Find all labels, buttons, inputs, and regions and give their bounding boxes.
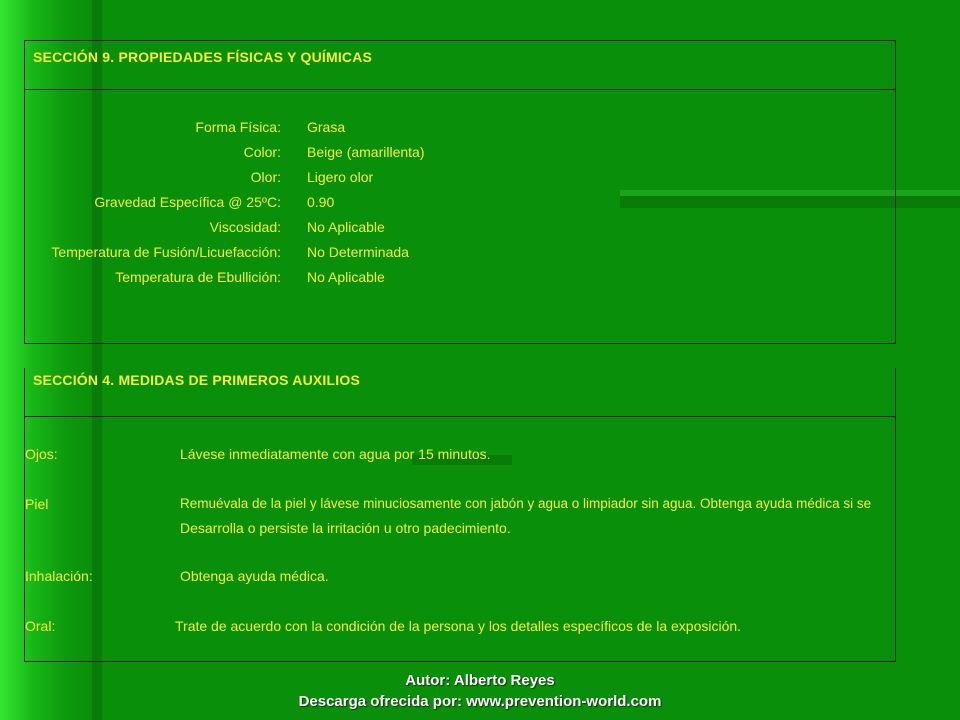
section-4-panel: [24, 368, 896, 662]
property-label: Viscosidad:: [209, 219, 281, 235]
property-value: 0.90: [307, 194, 335, 210]
property-value: Ligero olor: [307, 169, 374, 185]
property-row: [25, 194, 895, 218]
property-value: No Aplicable: [307, 219, 385, 235]
section-9-title: SECCIÓN 9. PROPIEDADES FÍSICAS Y QUÍMICAS: [33, 49, 373, 65]
property-value: Grasa: [307, 119, 346, 135]
property-row: [25, 244, 895, 268]
first-aid-label: Ojos:: [25, 446, 58, 462]
property-label: Forma Física:: [195, 119, 281, 135]
property-label: Gravedad Específica @ 25ºC:: [94, 194, 281, 210]
property-value: No Determinada: [307, 244, 409, 260]
property-value: Beige (amarillenta): [307, 144, 425, 160]
property-label: Temperatura de Fusión/Licuefacción:: [51, 244, 281, 260]
property-label: Olor:: [250, 169, 281, 185]
first-aid-label: Inhalación:: [25, 568, 93, 584]
property-row: [25, 269, 895, 293]
footer-author: Autor: Alberto Reyes: [405, 672, 555, 689]
property-row: [25, 144, 895, 168]
property-row: [25, 219, 895, 243]
property-row: [25, 169, 895, 193]
footer-download-credit: Descarga ofrecida por: www.prevention-world.com: [298, 693, 662, 710]
property-label: Temperatura de Ebullición:: [115, 269, 281, 285]
section-4-title: SECCIÓN 4. MEDIDAS DE PRIMEROS AUXILIOS: [33, 372, 360, 388]
first-aid-instruction: Trate de acuerdo con la condición de la persona y los detalles específicos de la exposición.: [175, 618, 742, 634]
property-label: Color:: [243, 144, 281, 160]
first-aid-instruction: Desarrolla o persiste la irritación u otro padecimiento.: [180, 520, 511, 536]
first-aid-label: Piel: [25, 496, 49, 512]
first-aid-label: Oral:: [25, 618, 56, 634]
section-divider: [25, 89, 895, 90]
property-row: [25, 119, 895, 143]
section-9-panel: [24, 40, 896, 344]
first-aid-instruction: Lávese inmediatamente con agua por 15 minutos.: [180, 446, 491, 462]
first-aid-instruction: Obtenga ayuda médica.: [180, 568, 329, 584]
first-aid-instruction: Remuévala de la piel y lávese minuciosamente con jabón y agua o limpiador sin agua. Obtenga ayuda médica si se: [180, 496, 872, 511]
section-divider: [25, 416, 895, 417]
property-value: No Aplicable: [307, 269, 385, 285]
